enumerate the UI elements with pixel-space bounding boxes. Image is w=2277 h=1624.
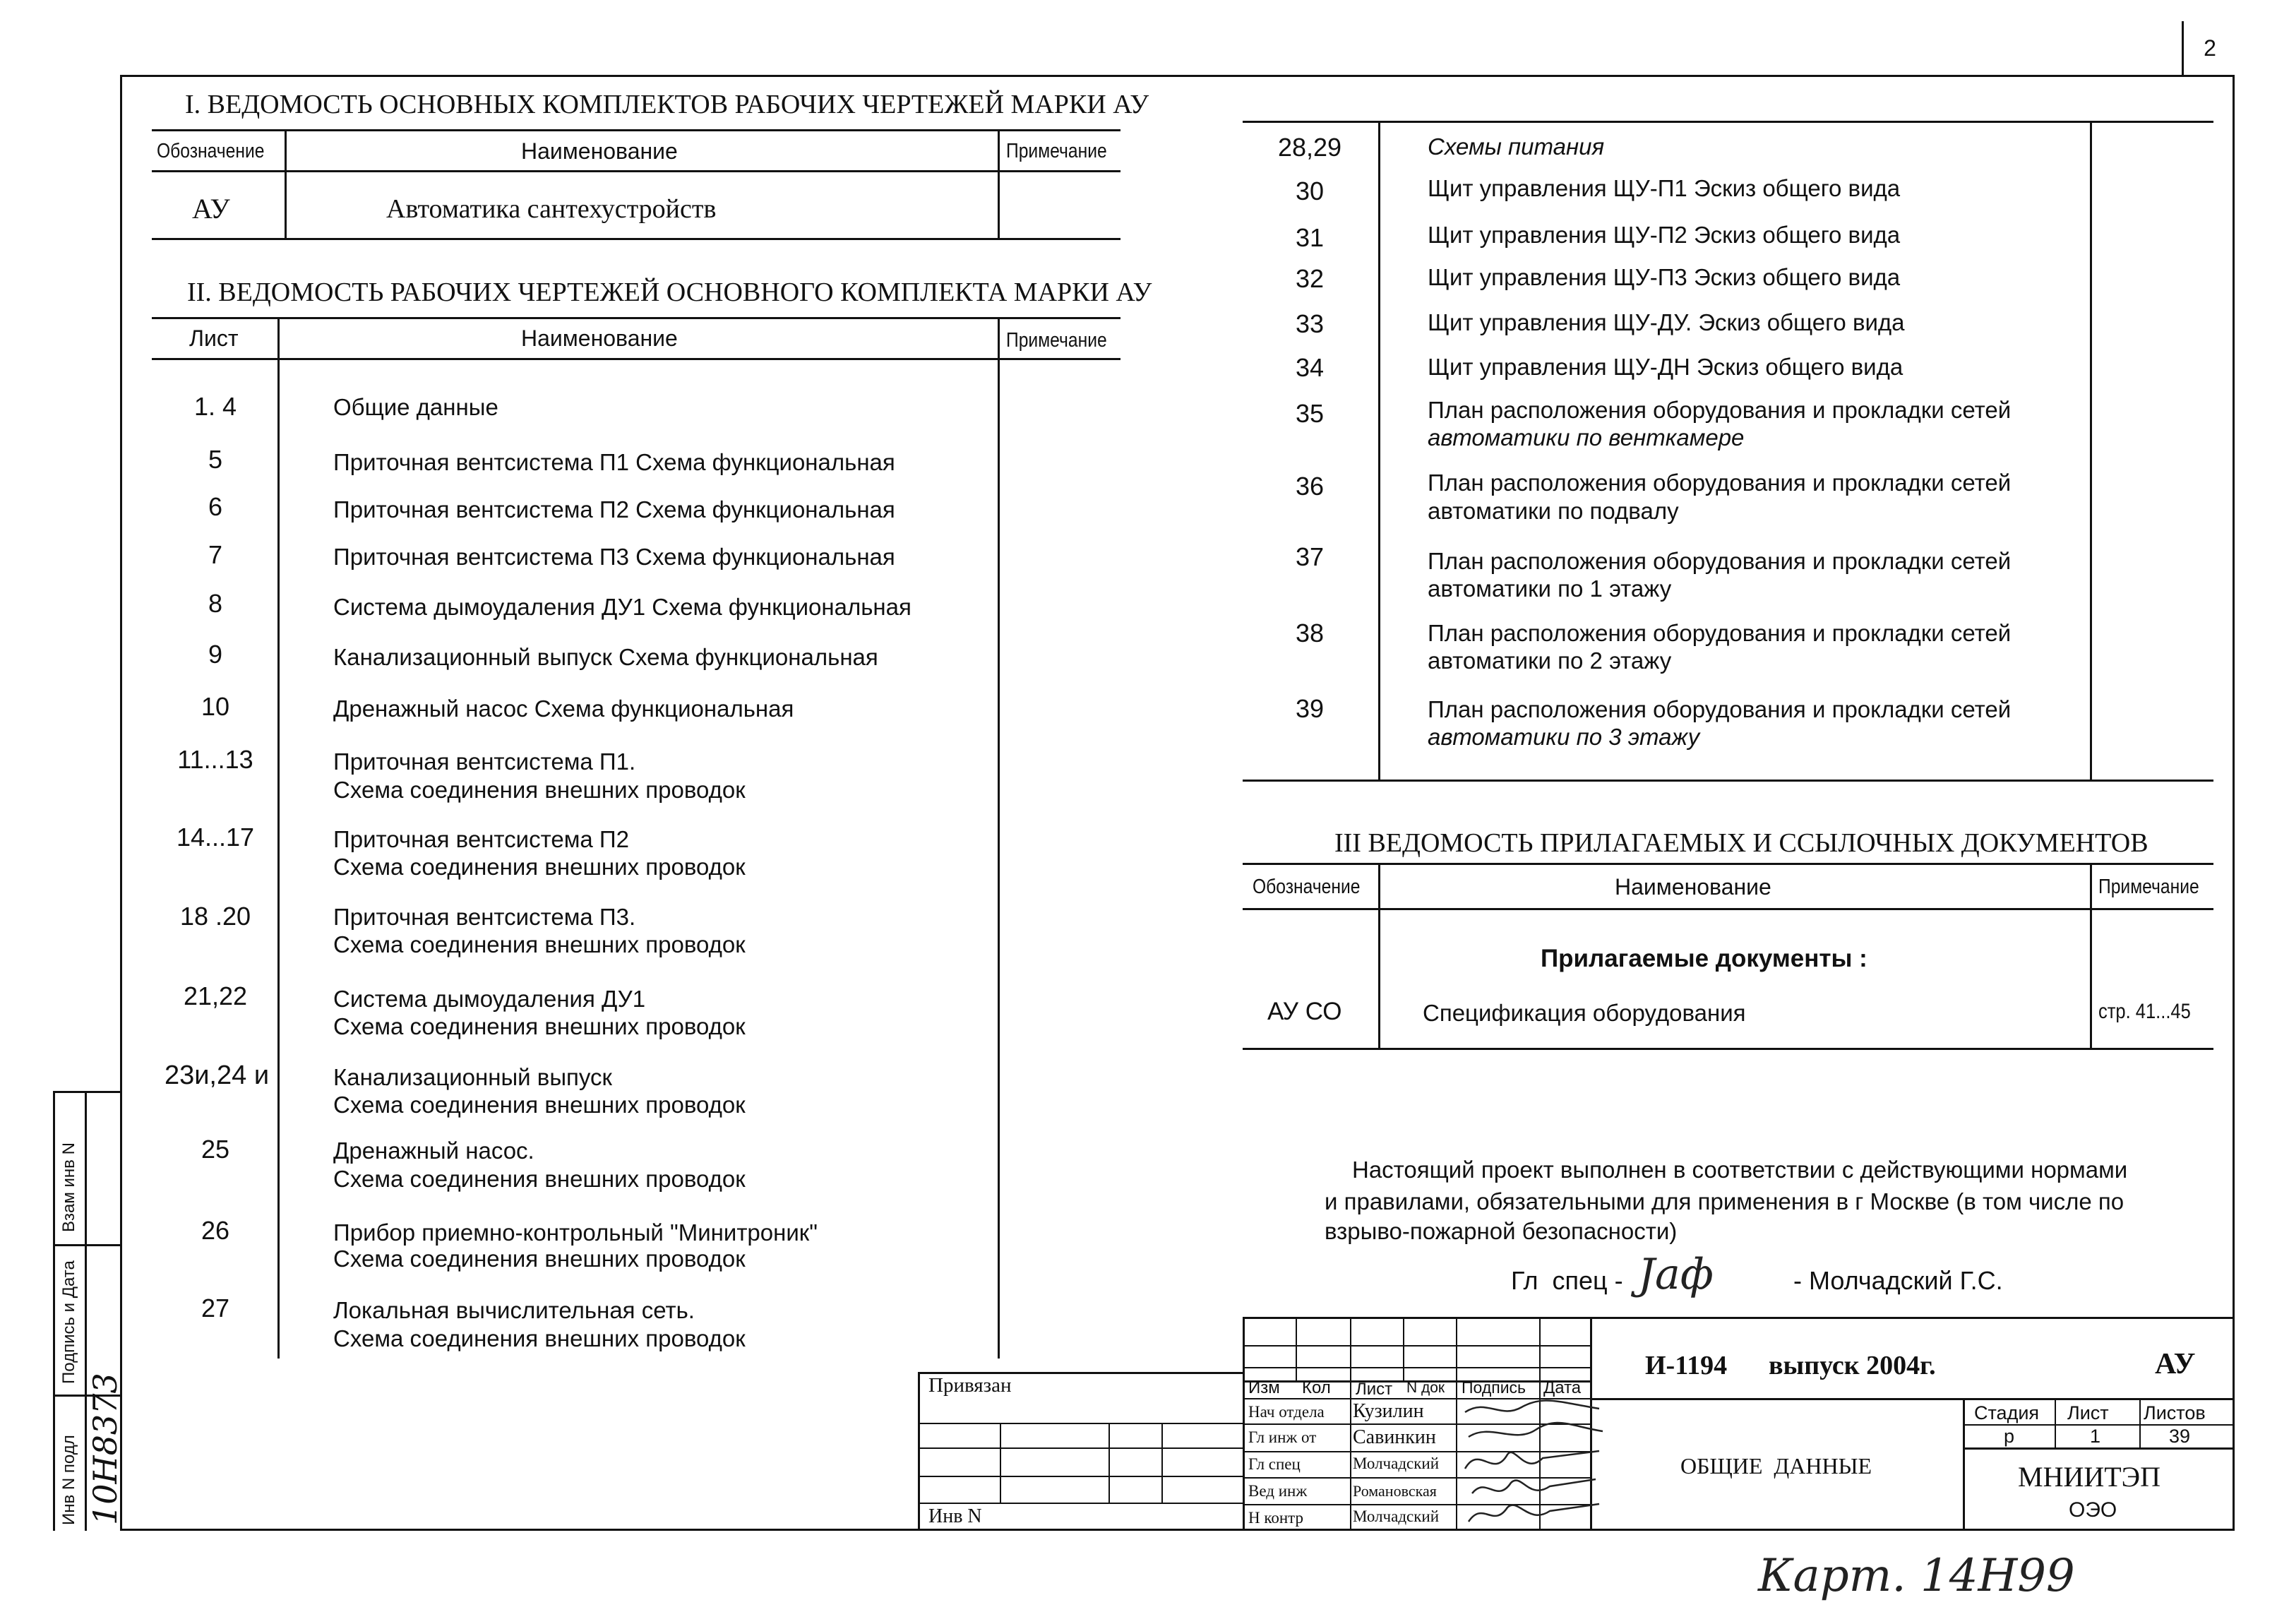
tb-person: Савинкин <box>1353 1426 1436 1448</box>
s2-name: Канализационный выпуск <box>333 1064 612 1090</box>
s2-name: Приточная вентсистема П3 Схема функциональная <box>333 544 895 570</box>
s3-col-designation: Обозначение <box>1253 876 1361 898</box>
tb-role: Вед инж <box>1248 1482 1308 1500</box>
s2-sheet: 21,22 <box>183 981 248 1010</box>
s2-sheet: 18 .20 <box>179 902 251 931</box>
s2-name-line2: Схема соединения внешних проводок <box>333 1166 746 1192</box>
s2-name-line2: Схема соединения внешних проводок <box>333 1325 746 1351</box>
s2-sheet: 10 <box>201 692 230 721</box>
tb-col-stage: Стадия <box>1974 1402 2040 1423</box>
s2r-sheet: 37 <box>1295 542 1325 571</box>
tb-person: Молчадский <box>1353 1455 1440 1472</box>
s3-row-name: Спецификация оборудования <box>1423 1000 1746 1026</box>
tb-person: Молчадский <box>1353 1507 1440 1525</box>
s2-sheet: 1. 4 <box>193 392 237 421</box>
s2-name-line2: Схема соединения внешних проводок <box>333 1013 746 1039</box>
tb-stage: р <box>2004 1426 2015 1447</box>
s2r-name: Щит управления ЩУ-ДУ. Эскиз общего вида <box>1428 309 1905 335</box>
stamp-inv-number: 10Н8373 <box>86 1373 124 1525</box>
s2-name-line2: Схема соединения внешних проводок <box>333 777 746 803</box>
s2-name: Приточная вентсистема П1 Схема функциональная <box>333 449 895 475</box>
s2-name: Общие данные <box>333 394 498 420</box>
s2-sheet: 11...13 <box>177 745 253 774</box>
s2r-name-line2: автоматики по 1 этажу <box>1428 575 1672 602</box>
s2-sheet: 23и,24 и <box>164 1061 270 1090</box>
section3-title: III ВЕДОМОСТЬ ПРИЛАГАЕМЫХ И ССЫЛОЧНЫХ ДОКУМЕНТОВ <box>1334 828 2148 858</box>
tb-col-sheets: Листов <box>2144 1402 2206 1423</box>
tb-sheet: 1 <box>2090 1426 2101 1447</box>
tb-mark: АУ <box>2155 1348 2196 1380</box>
s2r-name-line2: автоматики по 2 этажу <box>1428 647 1672 674</box>
s2r-name: План расположения оборудования и прокладки сетей <box>1428 397 2012 423</box>
s2-name-line2: Схема соединения внешних проводок <box>333 1246 746 1272</box>
tb-person: Романовская <box>1353 1482 1437 1500</box>
s2r-sheet: 28,29 <box>1277 133 1342 162</box>
s2-sheet: 9 <box>208 640 223 669</box>
s2-name-line2: Схема соединения внешних проводок <box>333 1092 746 1118</box>
signer-prefix: Гл спец - <box>1511 1266 1623 1295</box>
s2r-sheet: 36 <box>1295 472 1325 501</box>
page-number-box-left <box>2182 21 2184 76</box>
s2r-name: План расположения оборудования и прокладки сетей <box>1428 470 2012 496</box>
s1-row-designation: АУ <box>192 193 230 225</box>
tb-person: Кузилин <box>1353 1400 1424 1422</box>
s2-name: Система дымоудаления ДУ1 <box>333 986 646 1012</box>
tb-privyazan: Привязан <box>928 1374 1012 1397</box>
s2-sheet: 25 <box>201 1135 230 1164</box>
s2-name: Дренажный насос. <box>333 1138 534 1164</box>
s2-name: Дренажный насос Схема функциональная <box>333 695 794 722</box>
tb-col-izm: Изм <box>1248 1378 1280 1397</box>
s2r-name: Схемы питания <box>1428 133 1605 160</box>
s2r-name: План расположения оборудования и прокладки сетей <box>1428 620 2012 646</box>
s2r-sheet: 31 <box>1295 223 1325 252</box>
s1-col-designation: Обозначение <box>157 140 265 162</box>
tb-inv-n: Инв N <box>928 1505 982 1527</box>
s2-name: Приточная вентсистема П2 <box>333 826 629 852</box>
s2-name: Приточная вентсистема П1. <box>333 748 636 775</box>
s2r-name: Щит управления ЩУ-ДН Эскиз общего вида <box>1428 354 1904 380</box>
s2r-sheet: 34 <box>1295 353 1325 382</box>
page-number: 2 <box>2204 35 2216 61</box>
tb-role: Нач отдела <box>1248 1403 1325 1421</box>
s2-sheet: 5 <box>208 445 223 474</box>
s1-col-note: Примечание <box>1006 140 1107 162</box>
tb-col-sheet: Лист <box>2067 1402 2109 1423</box>
statement-line2: и правилами, обязательными для применения в г Москве (в том числе по <box>1325 1188 2124 1214</box>
s2r-name: План расположения оборудования и прокладки сетей <box>1428 696 2012 722</box>
s2r-sheet: 39 <box>1295 694 1325 723</box>
s2r-sheet: 35 <box>1295 399 1325 428</box>
s3-row-designation: АУ СО <box>1267 998 1342 1025</box>
s2-sheet: 27 <box>201 1294 230 1323</box>
s2-name-line2: Схема соединения внешних проводок <box>333 931 746 957</box>
s2-name: Прибор приемно-контрольный "Минитроник" <box>333 1219 818 1246</box>
tb-org: МНИИТЭП <box>2018 1461 2161 1493</box>
chief-specialist-signature: Јаф <box>1638 1250 1714 1299</box>
s3-subheader: Прилагаемые документы : <box>1541 945 1867 972</box>
statement-line1: Настоящий проект выполнен в соответствии с действующими нормами <box>1352 1157 2128 1183</box>
section2-title: II. ВЕДОМОСТЬ РАБОЧИХ ЧЕРТЕЖЕЙ ОСНОВНОГО КОМПЛЕКТА МАРКИ АУ <box>187 277 1152 307</box>
s2-sheet: 14...17 <box>176 823 255 852</box>
s2-col-name: Наименование <box>521 326 678 351</box>
s3-col-name: Наименование <box>1615 874 1771 900</box>
tb-code: И-1194 <box>1645 1351 1728 1380</box>
s2-name: Система дымоудаления ДУ1 Схема функциональная <box>333 594 912 620</box>
s3-col-note: Примечание <box>2098 876 2199 898</box>
s2r-name: Щит управления ЩУ-П3 Эскиз общего вида <box>1428 264 1901 290</box>
s2-sheet: 26 <box>201 1216 230 1245</box>
tb-col-data: Дата <box>1543 1378 1582 1397</box>
s2-name: Канализационный выпуск Схема функциональная <box>333 644 878 670</box>
tb-col-list: Лист <box>1356 1380 1393 1399</box>
tb-col-podpis: Подпись <box>1462 1378 1526 1397</box>
tb-role: Н контр <box>1248 1509 1304 1527</box>
s2-name: Локальная вычислительная сеть. <box>333 1297 695 1323</box>
s1-col-name: Наименование <box>521 138 678 164</box>
s2r-sheet: 38 <box>1295 619 1325 647</box>
s2-col-note: Примечание <box>1006 329 1107 352</box>
tb-sheets: 39 <box>2169 1426 2191 1447</box>
handwritten-signatures <box>1458 1395 1606 1532</box>
stamp-vzam: Взам инв N <box>59 1142 78 1232</box>
s2r-sheet: 33 <box>1295 309 1325 338</box>
s2r-name: План расположения оборудования и прокладки сетей <box>1428 548 2012 574</box>
s3-row-note: стр. 41...45 <box>2098 1000 2191 1023</box>
section1-title: I. ВЕДОМОСТЬ ОСНОВНЫХ КОМПЛЕКТОВ РАБОЧИХ ЧЕРТЕЖЕЙ МАРКИ АУ <box>185 90 1149 119</box>
tb-dept: ОЭО <box>2069 1498 2117 1522</box>
s1-row-name: Автоматика сантехустройств <box>386 194 717 224</box>
s2-name: Приточная вентсистема П2 Схема функциональная <box>333 496 895 523</box>
s2-name: Приточная вентсистема П3. <box>333 904 636 930</box>
tb-sheet-title: ОБЩИЕ ДАННЫЕ <box>1680 1453 1872 1479</box>
stamp-podpis-data: Подпись и Дата <box>59 1260 78 1384</box>
s2-sheet: 6 <box>208 492 223 521</box>
s2r-name: Щит управления ЩУ-П1 Эскиз общего вида <box>1428 175 1901 201</box>
s2r-name-line2: автоматики по 3 этажу <box>1428 724 1700 750</box>
signer-suffix: - Молчадский Г.С. <box>1793 1266 2003 1295</box>
s2-name-line2: Схема соединения внешних проводок <box>333 854 746 880</box>
handwritten-note: Карт. 14Н99 <box>1758 1550 2075 1602</box>
tb-role: Гл инж от <box>1248 1428 1317 1446</box>
s2r-name-line2: автоматики по подвалу <box>1428 498 1679 524</box>
s2r-sheet: 30 <box>1295 177 1325 205</box>
s2-sheet: 7 <box>208 540 223 569</box>
s2r-name: Щит управления ЩУ-П2 Эскиз общего вида <box>1428 222 1901 248</box>
statement-line3: взрыво-пожарной безопасности) <box>1325 1218 1678 1244</box>
s2r-sheet: 32 <box>1295 264 1325 293</box>
stamp-inv-podl: Инв N подл <box>59 1435 78 1525</box>
tb-col-ndok: N док <box>1406 1380 1445 1396</box>
tb-col-kol: Кол <box>1302 1378 1331 1397</box>
s2-sheet: 8 <box>208 589 223 618</box>
tb-issue: выпуск 2004г. <box>1769 1351 1936 1380</box>
s2r-name-line2: автоматики по венткамере <box>1428 424 1745 450</box>
s2-col-sheet: Лист <box>189 326 239 351</box>
tb-role: Гл спец <box>1248 1455 1301 1473</box>
